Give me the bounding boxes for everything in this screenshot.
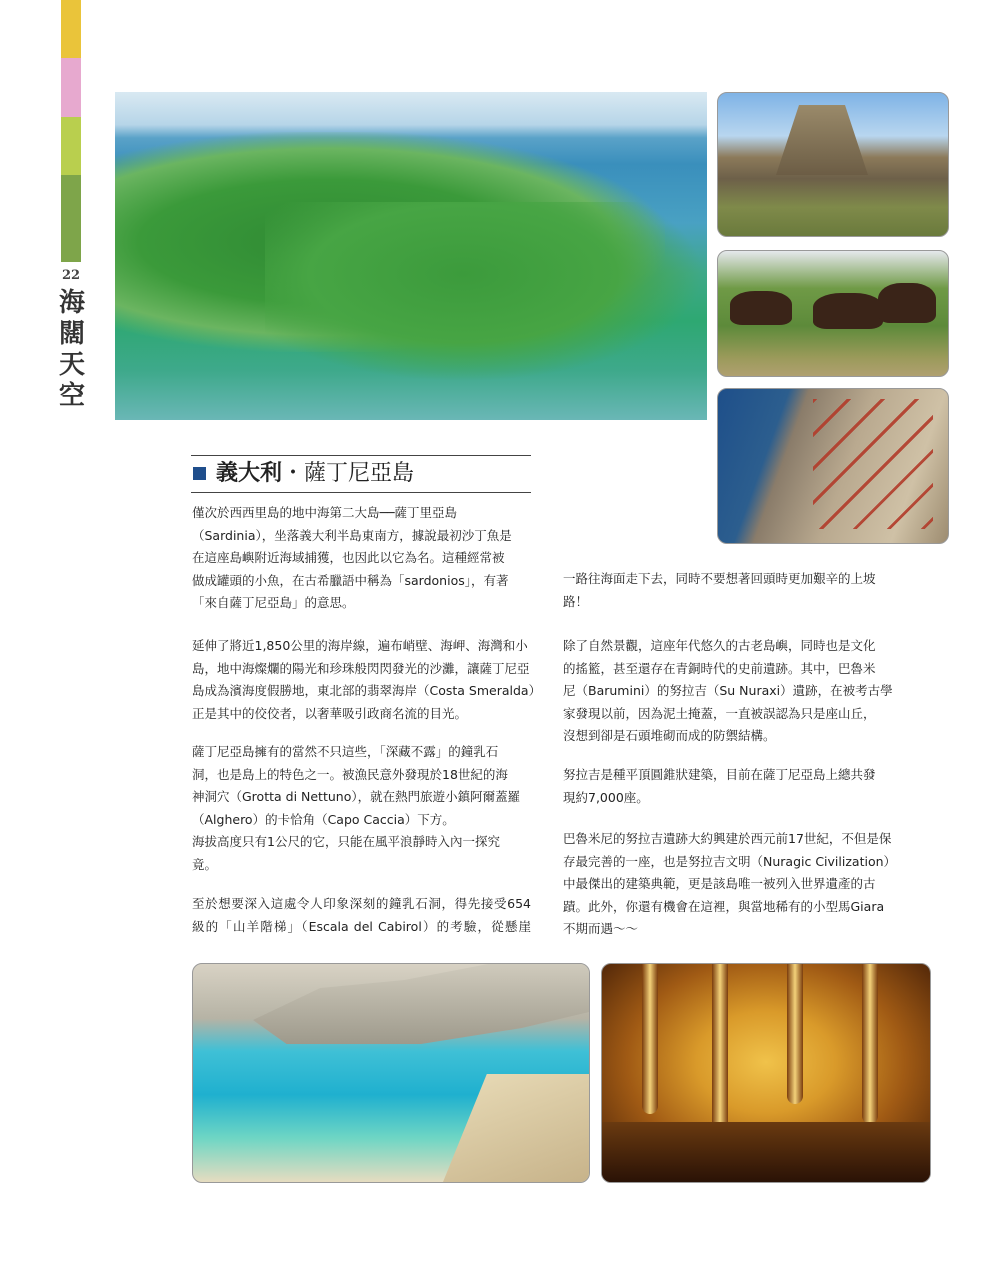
text-line: 島，地中海燦爛的陽光和珍珠般閃閃發光的沙灘，讓薩丁尼亞 — [192, 660, 530, 676]
text-line: 薩丁尼亞島擁有的當然不只這些，「深藏不露」的鐘乳石 — [192, 744, 499, 759]
text-line: 巴魯米尼的努拉吉遺跡大約興建於西元前17世紀，不但是保 — [563, 831, 892, 846]
paragraph-stairs-cont — [563, 568, 902, 613]
text-line: （Alghero）的卡恰角（Capo Caccia）下方。 — [192, 811, 455, 827]
paragraph-coastline — [192, 635, 542, 725]
cliff-shape — [253, 964, 589, 1044]
text-line: 存最完善的一座，也是努拉吉文明（Nuragic Civilization） — [563, 853, 897, 869]
column-name-char: 天 — [58, 350, 85, 380]
text-line: 家發現以前，因為泥土掩蓋，一直被誤認為只是座山丘， — [563, 705, 876, 721]
horse-shape — [878, 283, 936, 323]
text-line: 做成罐頭的小魚，在古希臘語中稱為「sardonios」，有著 — [192, 572, 509, 588]
beach-cove-photo — [192, 963, 590, 1183]
paragraph-nuraghe — [563, 764, 902, 809]
column-name — [58, 288, 86, 412]
title-separator: ・ — [282, 461, 305, 486]
horse-shape — [813, 293, 883, 329]
text-line: 僅次於西西里島的地中海第二大島──薩丁里亞島 — [192, 505, 458, 520]
sand-shape — [443, 1074, 589, 1182]
article-title — [216, 458, 414, 489]
text-line: 努拉吉是種平頂圓錐狀建築，目前在薩丁尼亞島上總共發 — [563, 767, 876, 782]
text-line: 「來自薩丁尼亞島」的意思。 — [192, 595, 355, 611]
paragraph-intro — [192, 502, 531, 615]
text-line: 正是其中的佼佼者，以奢華吸引政商名流的目光。 — [192, 705, 468, 721]
text-line: 一路往海面走下去，同時不要想著回頭時更加艱辛的上坡 — [563, 571, 876, 586]
stalactite-shape — [787, 964, 803, 1104]
nuraghe-ruins-photo — [717, 92, 949, 237]
text-line: 海拔高度只有1公尺的它，只能在風平浪靜時入內一探究 — [192, 834, 500, 850]
stairway-shape — [813, 399, 933, 529]
text-line: 沒想到卻是石頭堆砌而成的防禦結構。 — [563, 728, 776, 744]
text-line: 在這座島嶼附近海域捕獲，也因此以它為名。這種經常被 — [192, 550, 505, 566]
title-island: 薩丁尼亞島 — [304, 461, 415, 486]
text-line: 島成為濱海度假勝地，東北部的翡翠海岸（Costa Smeralda） — [192, 683, 542, 699]
text-line: 延伸了將近1,850公里的海岸線，遍布峭壁、海岬、海灣和小 — [192, 638, 528, 653]
title-country: 義大利 — [216, 460, 283, 486]
text-line: 不期而遇～～ — [563, 921, 639, 937]
text-line: 神洞穴（Grotta di Nettuno），就在熱門旅遊小鎮阿爾蓋羅 — [192, 789, 521, 805]
text-line: 除了自然景觀，這座年代悠久的古老島嶼，同時也是文化 — [563, 638, 876, 653]
page-number: 22 — [61, 268, 81, 283]
paragraph-barumini — [563, 828, 902, 941]
text-line: （Sardinia），坐落義大利半島東南方，據說最初沙丁魚是 — [192, 527, 512, 543]
column-name-char: 海 — [58, 288, 85, 318]
article-heading — [191, 455, 531, 493]
color-strip-yellow — [61, 0, 81, 58]
text-line: 尼（Barumini）的努拉吉（Su Nuraxi）遺跡，在被考古學 — [563, 683, 893, 699]
text-line: 中最傑出的建築典範，更是該島唯一被列入世界遺產的古 — [563, 876, 876, 892]
text-line: 級的「山羊階梯」（Escala del Cabirol）的考驗，從懸崖 — [192, 918, 531, 934]
text-line: 洞，也是島上的特色之一。被漁民意外發現於18世紀的海 — [192, 766, 508, 782]
text-line: 的搖籃，甚至還存在青銅時代的史前遺跡。其中，巴魯米 — [563, 660, 876, 676]
stalactite-shape — [642, 964, 658, 1114]
color-strip-pink — [61, 58, 81, 117]
island-shallows-shape — [265, 202, 705, 382]
cliff-stairs-photo — [717, 388, 949, 544]
grotto-cave-photo — [601, 963, 931, 1183]
color-strip-lime — [61, 117, 81, 175]
text-line: 至於想要深入這處令人印象深刻的鐘乳石洞，得先接受654 — [192, 896, 531, 911]
cave-water-shape — [602, 1122, 930, 1182]
stalactite-shape — [712, 964, 728, 1134]
horse-shape — [730, 291, 792, 325]
color-strip-green — [61, 175, 81, 262]
aerial-island-photo — [115, 92, 707, 420]
heading-square-icon — [193, 467, 206, 480]
paragraph-culture — [563, 635, 902, 748]
column-name-char: 空 — [58, 381, 85, 411]
nuraghe-tower-shape — [776, 105, 868, 175]
paragraph-stairs — [192, 893, 531, 938]
text-line: 路！ — [563, 593, 589, 609]
column-name-char: 闊 — [58, 319, 85, 349]
paragraph-grotto — [192, 741, 531, 877]
text-line: 現約7,000座。 — [563, 789, 649, 805]
text-line: 竟。 — [192, 856, 218, 872]
stalactite-shape — [862, 964, 878, 1124]
text-line: 蹟。此外，你還有機會在這裡，與當地稀有的小型馬Giara — [563, 898, 885, 914]
giara-horses-photo — [717, 250, 949, 377]
